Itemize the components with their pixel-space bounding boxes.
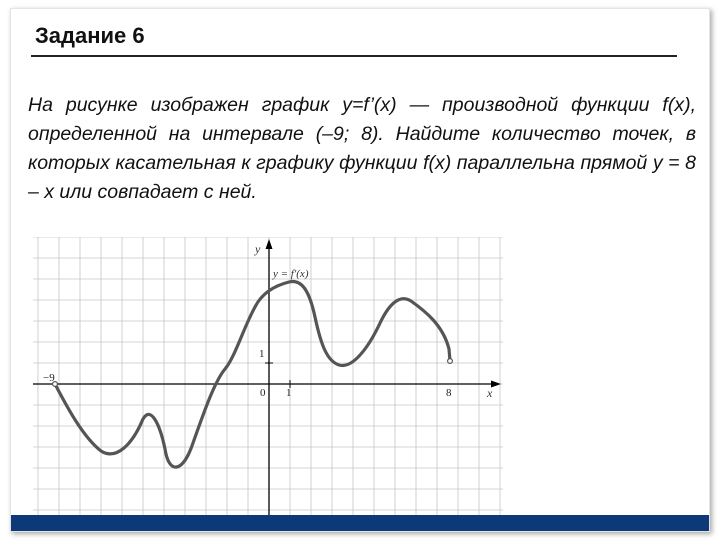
title-divider bbox=[31, 55, 677, 57]
x-end-label: 8 bbox=[446, 387, 452, 399]
x-start-label: −9 bbox=[43, 372, 55, 384]
x-unit-label: 1 bbox=[286, 387, 292, 399]
footer-bar bbox=[11, 515, 709, 531]
derivative-graph bbox=[33, 237, 503, 517]
origin-label: 0 bbox=[260, 387, 266, 399]
x-axis-label: x bbox=[487, 386, 493, 400]
problem-text: На рисунке изображен график y=f’(x) — производной функции f(x), определенной на интервале (–9; 8). Найдите количество точек, в которых касательная к графику функции f(x) параллельна прямой y = 8 – x или совпадает с ней. bbox=[28, 94, 696, 203]
curve-label: y = f′(x) bbox=[273, 268, 309, 280]
slide bbox=[10, 8, 710, 532]
slide-title: Задание 6 bbox=[35, 23, 145, 48]
curve-end-point bbox=[448, 359, 453, 364]
y-axis-label: y bbox=[255, 242, 261, 256]
y-unit-label: 1 bbox=[259, 348, 265, 360]
